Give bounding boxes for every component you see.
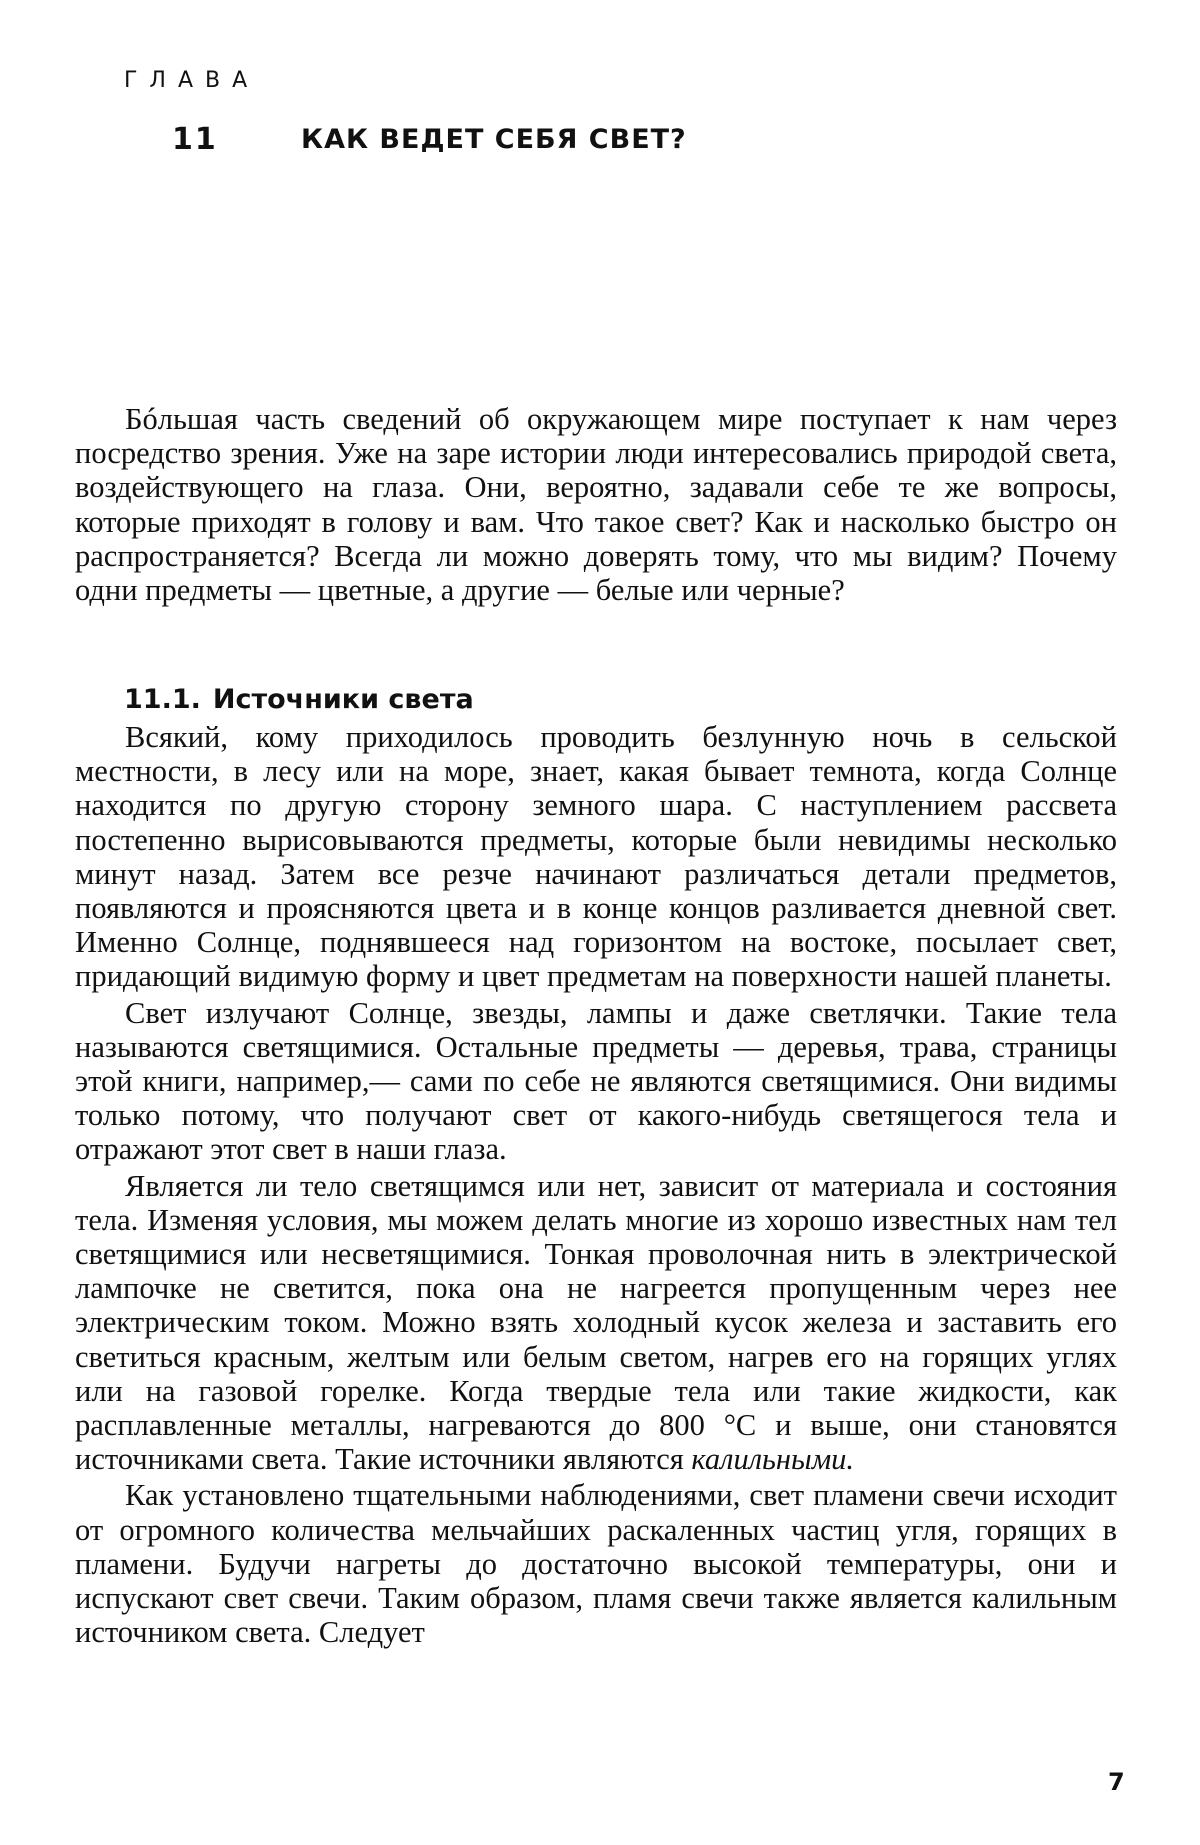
emphasized-term: калильными. bbox=[691, 1442, 855, 1477]
chapter-label: ГЛАВА bbox=[124, 68, 260, 93]
section-heading bbox=[124, 684, 474, 715]
page-number: 7 bbox=[1108, 1768, 1125, 1796]
intro-text bbox=[75, 402, 1117, 607]
section-paragraph-3-text: Является ли тело светящимся или нет, зависит от материала и состояния тела. Изменяя условия, мы можем делать многие из хорошо известных нам тел светящимися или несветящимися. Тонкая проволочная нить в электрической лампочке не светится, пока она не нагреется пропущенным через нее электрическим током. Можно взять холодный кусок железа и заставить его светиться красным, желтым или белым светом, нагрев его на горящих углях или на газовой горелке. Когда твердые тела или такие жидкости, как расплавленные металлы, нагреваются до 800 °С и выше, они становятся источниками света. Такие источники являются bbox=[75, 1168, 1117, 1477]
section-number: 11.1. bbox=[124, 684, 201, 715]
chapter-number: 11 bbox=[172, 122, 218, 157]
section-paragraph-2: Свет излучают Солнце, звезды, лампы и даже светлячки. Такие тела называются светящимися. Остальные предметы — деревья, трава, страницы этой книги, например,— сами по себе не являются светящимися. Они видимы только потому, что получают свет от какого-нибудь светящегося тела и отражают этот свет в наши глаза. bbox=[75, 995, 1117, 1167]
section-paragraph-1: Всякий, кому приходилось проводить безлунную ночь в сельской местности, в лесу или на море, знает, какая бывает темнота, когда Солнце находится по другую сторону земного шара. С наступлением рассвета постепенно вырисовываются предметы, которые были невидимы несколько минут назад. Затем все резче начинают различаться детали предметов, появляются и проясняются цвета и в конце концов разливается дневной свет. Именно Солнце, поднявшееся над горизонтом на востоке, посылает свет, придающий видимую форму и цвет предметам на поверхности нашей планеты. bbox=[75, 720, 1117, 994]
intro-paragraph: Бóльшая часть сведений об окружающем мире поступает к нам через посредство зрения. Уже на заре истории люди интересовались природой света, воздействующего на глаза. Они, вероятно, задавали себе те же вопросы, которые приходят в голову и вам. Что такое свет? Как и насколько быстро он распространяется? Всегда ли можно доверять тому, что мы видим? Почему одни предметы — цветные, а другие — белые или черные? bbox=[75, 402, 1117, 608]
section-paragraph-4: Как установлено тщательными наблюдениями, свет пламени свечи исходит от огромного количества мельчайших раскаленных частиц угля, горящих в пламени. Будучи нагреты до достаточно высокой температуры, они и испускают свет свечи. Таким образом, пламя свечи также является калильным источником света. Следует bbox=[75, 1478, 1117, 1650]
chapter-title: КАК ВЕДЕТ СЕБЯ СВЕТ? bbox=[301, 124, 687, 155]
section-paragraph-3 bbox=[75, 1169, 1117, 1477]
section-title: Источники света bbox=[212, 684, 474, 715]
section-text bbox=[75, 720, 1117, 1649]
